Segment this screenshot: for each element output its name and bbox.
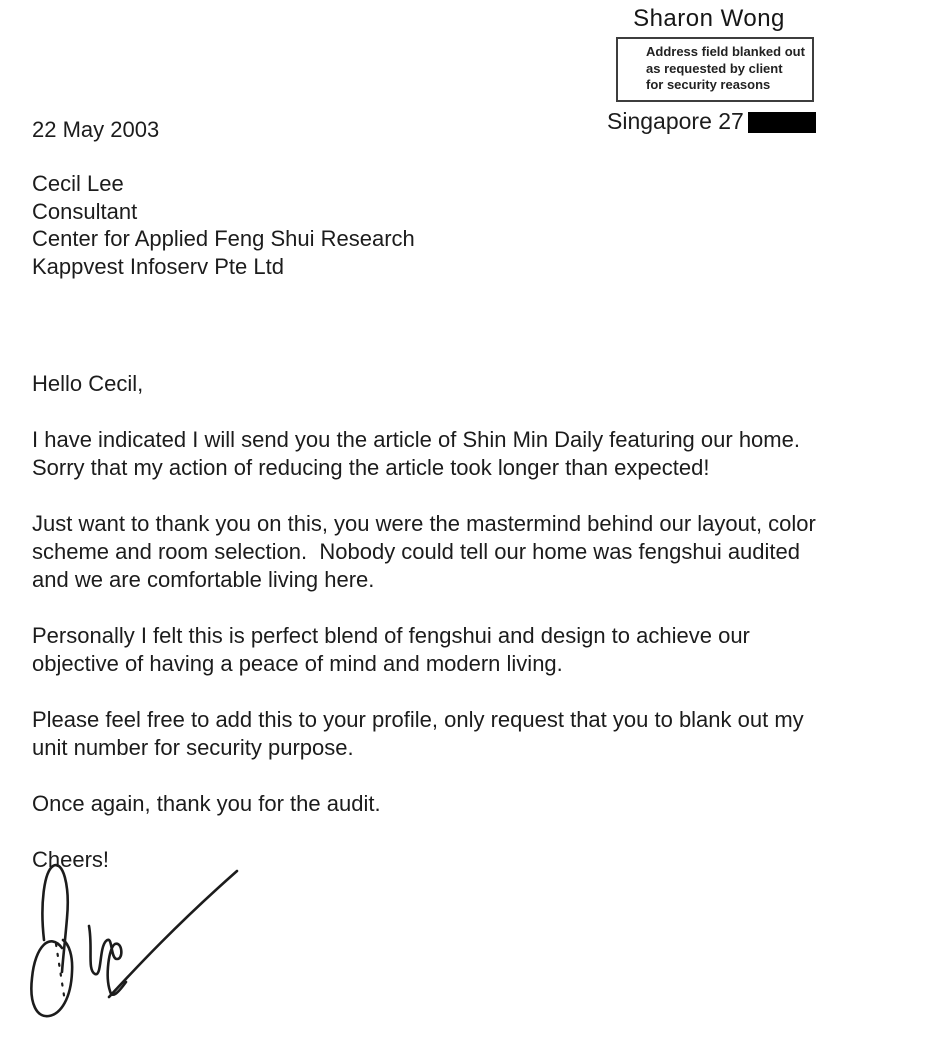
paragraph-line: Please feel free to add this to your profile, only request that you to blank out my <box>32 707 804 732</box>
sender-name: Sharon Wong <box>633 5 785 32</box>
recipient-block <box>32 170 415 280</box>
paragraph-line: objective of having a peace of mind and modern living. <box>32 651 563 676</box>
sender-block <box>602 5 816 135</box>
sender-city-text: Singapore 27 <box>607 107 744 134</box>
paragraph <box>32 622 937 678</box>
recipient-company: Kappvest Infoserv Pte Ltd <box>32 253 284 279</box>
recipient-organization: Center for Applied Feng Shui Research <box>32 226 415 251</box>
paragraph-line: Sorry that my action of reducing the article took longer than expected! <box>32 455 710 480</box>
paragraph <box>32 426 937 482</box>
paragraph <box>32 706 937 762</box>
paragraph-line: Once again, thank you for the audit. <box>32 791 381 816</box>
redaction-notice-box <box>616 37 814 102</box>
redaction-notice-line: as requested by client <box>646 60 783 76</box>
paragraph-line: I have indicated I will send you the article of Shin Min Daily featuring our home. <box>32 427 800 452</box>
letter-date: 22 May 2003 <box>32 117 160 142</box>
signature-bowl <box>31 940 72 1016</box>
paragraph-line: and we are comfortable living here. <box>32 567 375 592</box>
signature-flick <box>109 871 237 997</box>
greeting <box>32 370 937 398</box>
paragraph <box>32 510 937 594</box>
redaction-bar <box>748 112 816 133</box>
paragraph-line: scheme and room selection. Nobody could tell our home was fengshui audited <box>32 539 801 564</box>
recipient-title: Consultant <box>32 198 138 224</box>
paragraph <box>32 790 937 818</box>
recipient-name: Cecil Lee <box>32 171 124 196</box>
signature-tall-loop <box>42 865 67 972</box>
paragraph-line: unit number for security purpose. <box>32 735 354 760</box>
closing-line: Cheers! <box>32 847 110 872</box>
signature-svg <box>18 856 248 1036</box>
paragraph-line: Just want to thank you on this, you were the mastermind behind our layout, color <box>32 511 816 536</box>
paragraph-line: Personally I felt this is perfect blend of fengshui and design to achieve our <box>32 623 750 648</box>
redaction-notice-line: Address field blanked out <box>646 44 805 59</box>
redaction-notice-line: for security reasons <box>646 77 771 92</box>
letter-body <box>32 370 937 874</box>
greeting-line: Hello Cecil, <box>32 371 144 396</box>
handwritten-signature <box>18 856 248 1036</box>
sender-city-line <box>602 108 816 135</box>
